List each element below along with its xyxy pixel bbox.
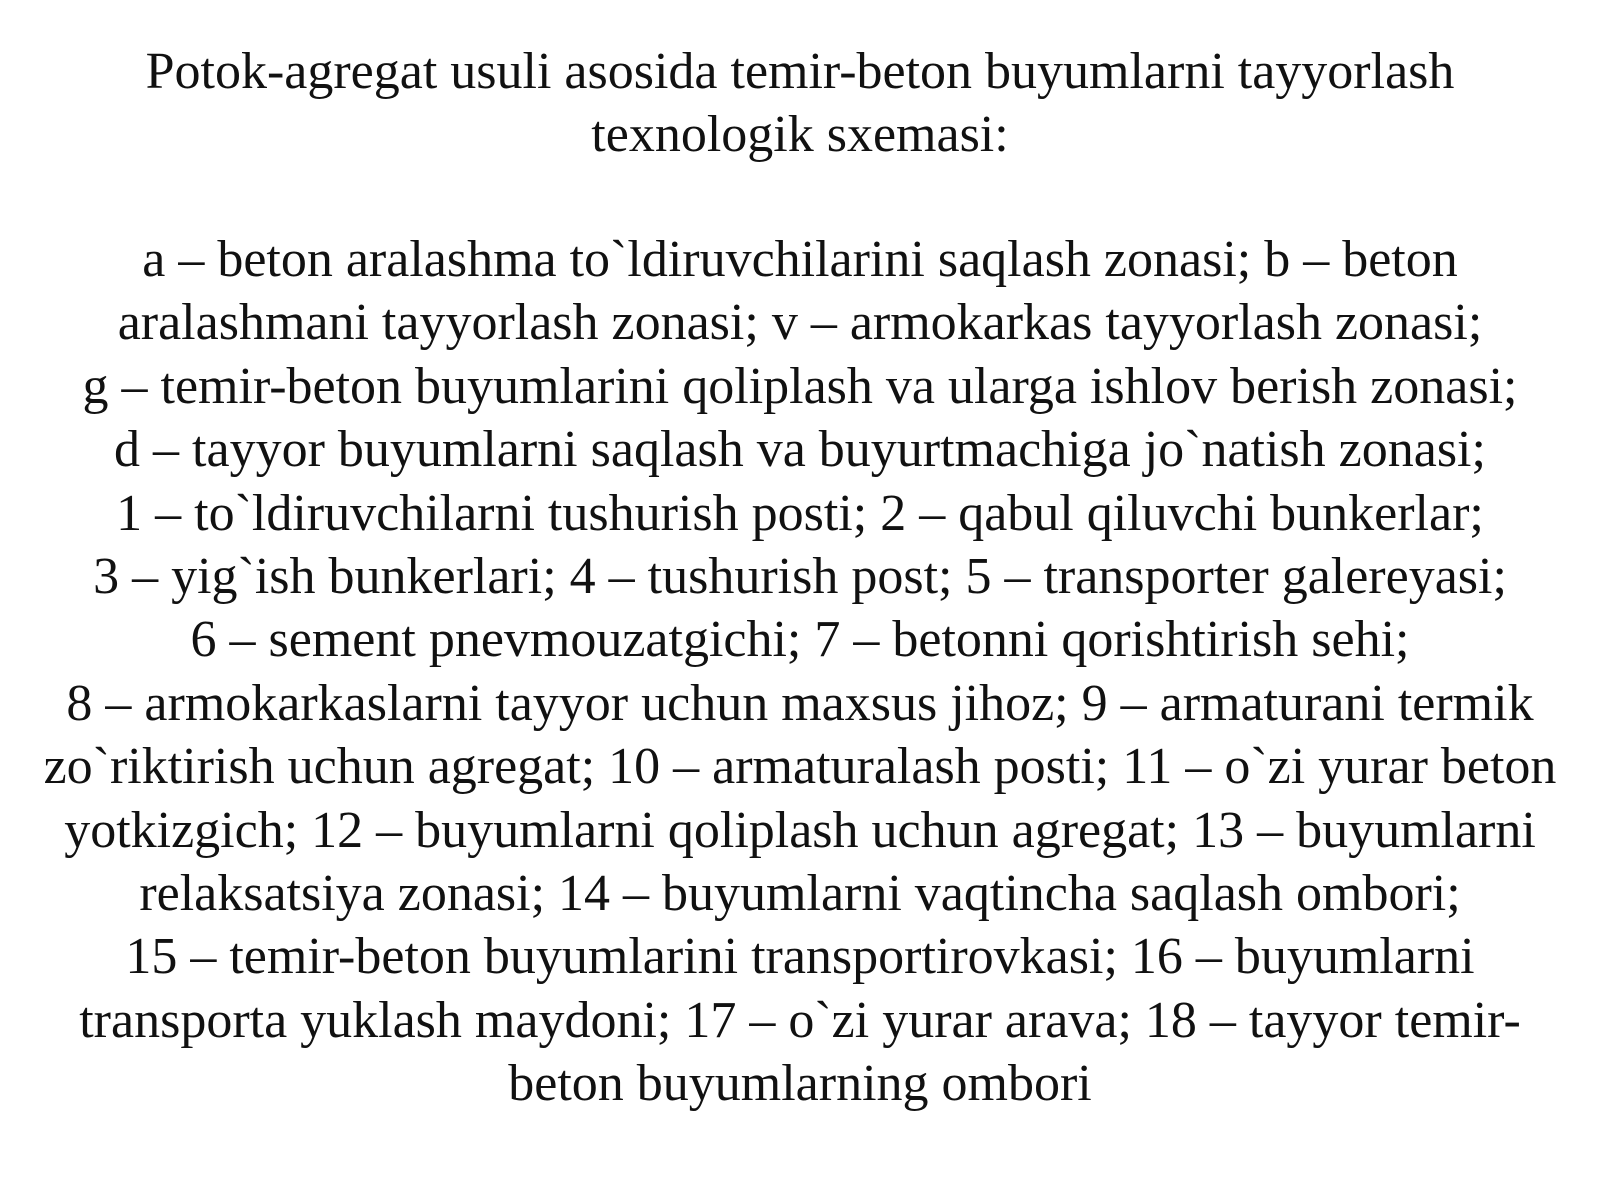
- legend-line: a – beton aralashma to`ldiruvchilarini saqlash zonasi; b – beton: [142, 231, 1458, 288]
- legend-line: yotkizgich; 12 – buyumlarni qoliplash uchun agregat; 13 – buyumlarni: [64, 801, 1536, 859]
- title-line: texnologik sxemasi:: [591, 106, 1009, 163]
- title-line: Potok-agregat usuli asosida temir-beton buyumlarni tayyorlash: [145, 43, 1455, 100]
- legend-line: 6 – sement pnevmouzatgichi; 7 – betonni qorishtirish sehi;: [190, 611, 1410, 669]
- legend-line: 15 – temir-beton buyumlarini transportirovkasi; 16 – buyumlarni: [125, 928, 1475, 986]
- legend-line: relaksatsiya zonasi; 14 – buyumlarni vaqtincha saqlash ombori;: [139, 865, 1461, 923]
- legend-line: transporta yuklash maydoni; 17 – o`zi yurar arava; 18 – tayyor temir-: [79, 991, 1521, 1049]
- legend-line: beton buyumlarning ombori: [508, 1055, 1092, 1113]
- document-title: [0, 40, 1600, 166]
- legend-line: aralashmani tayyorlash zonasi; v – armokarkas tayyorlash zonasi;: [117, 294, 1483, 352]
- legend-text: [0, 228, 1600, 1116]
- legend-line: g – temir-beton buyumlarini qoliplash va ularga ishlov berish zonasi;: [82, 357, 1518, 415]
- legend-line: d – tayyor buyumlarni saqlash va buyurtmachiga jo`natish zonasi;: [114, 421, 1486, 479]
- legend-line: 8 – armokarkaslarni tayyor uchun maxsus jihoz; 9 – armaturani termik: [66, 674, 1534, 732]
- legend-line: zo`riktirish uchun agregat; 10 – armaturalash posti; 11 – o`zi yurar beton: [43, 738, 1557, 796]
- legend-line: 3 – yig`ish bunkerlari; 4 – tushurish post; 5 – transporter galereyasi;: [93, 548, 1507, 606]
- legend-line: 1 – to`ldiruvchilarni tushurish posti; 2 – qabul qiluvchi bunkerlar;: [116, 484, 1484, 542]
